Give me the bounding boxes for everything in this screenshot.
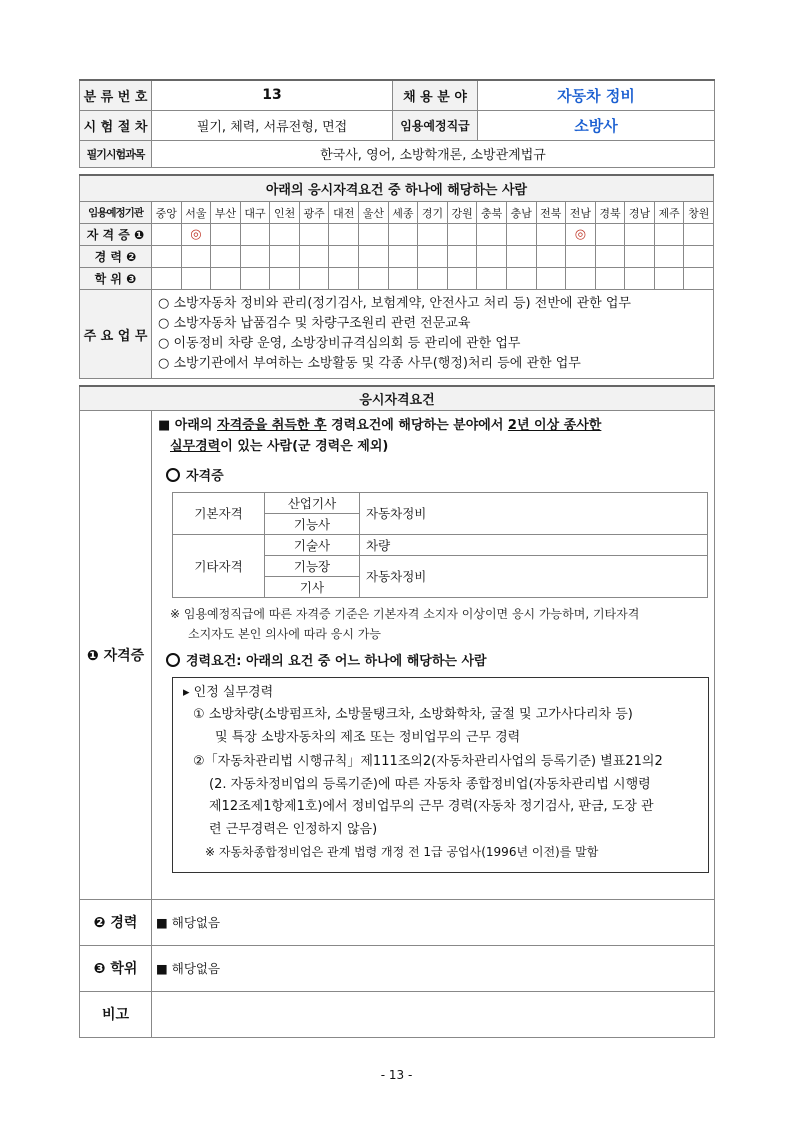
region-header: 대구: [240, 202, 270, 224]
subjects-label: 필기시험과목: [80, 140, 152, 167]
basic-grade: 기능사: [265, 513, 360, 534]
region-table: [79, 174, 714, 380]
career-item-line: (2. 자동차정비업의 등록기준)에 따른 자동차 종합정비업(자동차관리법 시행령: [209, 776, 651, 792]
region-header: 경남: [625, 202, 655, 224]
region-mark: [418, 224, 448, 246]
field-label: 채 용 분 야: [393, 80, 478, 110]
region-mark: [625, 224, 655, 246]
region-mark: [240, 246, 270, 268]
region-mark: [447, 268, 477, 290]
region-mark: [536, 268, 566, 290]
career-box: [172, 677, 709, 873]
region-mark: [299, 268, 329, 290]
duties-label: 주 요 업 무: [80, 290, 152, 379]
region-mark: [240, 224, 270, 246]
region-header: 부산: [211, 202, 241, 224]
duty-item: ○ 이동정비 차량 운영, 소방장비규격심의회 등 관리에 관한 업무: [158, 336, 521, 351]
other-label: 기타자격: [173, 534, 265, 597]
exam-proc-label: 시 험 절 차: [80, 110, 152, 140]
other-grade: 기능장: [265, 555, 360, 576]
intro-bullet: ■ 아래의: [158, 417, 218, 433]
region-mark: [240, 268, 270, 290]
intro-end: 이 있는 사람(군 경력은 제외): [220, 438, 389, 454]
region-mark: [595, 268, 625, 290]
cert-heading-text: 자격증: [186, 468, 224, 484]
region-mark: [270, 268, 300, 290]
other-field: 자동차정비: [360, 555, 708, 597]
region-mark: [329, 268, 359, 290]
cert-note-line: ※ 임용예정직급에 따른 자격증 기준은 기본자격 소지자 이상이면 응시 가능하며, 기타자격: [170, 606, 640, 621]
basic-field: 자동차정비: [360, 492, 708, 534]
basic-grade: 산업기사: [265, 492, 360, 513]
region-mark: ◎: [181, 224, 211, 246]
career-heading-text: 경력요건: 아래의 요건 중 어느 하나에 해당하는 사람: [186, 653, 487, 669]
intro-underline-2: 2년 이상 종사한: [507, 417, 602, 433]
other-grade: 기사: [265, 576, 360, 597]
region-mark: [477, 268, 507, 290]
region-header: 중앙: [152, 202, 182, 224]
career-item-line: ① 소방차량(소방펌프차, 소방물탱크차, 소방화학차, 굴절 및 고가사다리차 등): [193, 707, 633, 722]
circle-icon: [166, 653, 180, 667]
cert-table: [172, 492, 708, 598]
region-mark: [684, 224, 714, 246]
license-intro: [152, 411, 714, 457]
region-mark: [447, 224, 477, 246]
region-mark: [359, 246, 389, 268]
career-item-line: 련 근무경력은 인정하지 않음): [209, 821, 378, 837]
license-content: [152, 410, 715, 899]
region-mark: [595, 224, 625, 246]
region-header: 전북: [536, 202, 566, 224]
region-header: 강원: [447, 202, 477, 224]
career-item-line: 및 특장 소방자동차의 제조 또는 정비업무의 근무 경력: [215, 729, 521, 745]
intro-underline-1: 자격증을 취득한 후: [217, 417, 327, 433]
rank-value: 소방사: [478, 110, 715, 140]
subjects-value: 한국사, 영어, 소방학개론, 소방관계법규: [152, 140, 715, 167]
recruitment-sheet: [79, 79, 714, 1038]
region-header: 창원: [684, 202, 714, 224]
cert-heading: [152, 457, 714, 492]
region-mark: [181, 268, 211, 290]
class-no-value: 13: [152, 80, 393, 110]
region-header: 경북: [595, 202, 625, 224]
region-mark: [299, 224, 329, 246]
career-value: ■ 해당없음: [152, 899, 715, 945]
region-mark: [388, 246, 418, 268]
region-mark: [536, 224, 566, 246]
region-mark: [566, 268, 596, 290]
region-mark: [418, 246, 448, 268]
region-mark: [388, 224, 418, 246]
region-mark: [477, 224, 507, 246]
region-mark: [595, 246, 625, 268]
region-mark: [654, 224, 684, 246]
region-header: 대전: [329, 202, 359, 224]
career-box-note: ※ 자동차종합정비업은 관계 법령 개정 전 1급 공업사(1996년 이전)를 말함: [205, 845, 599, 859]
region-header: 울산: [359, 202, 389, 224]
region-mark: [654, 268, 684, 290]
requirements-table: [79, 385, 715, 1038]
region-mark: [211, 268, 241, 290]
region-mark: [654, 246, 684, 268]
region-header: 전남: [566, 202, 596, 224]
region-mark: [211, 246, 241, 268]
qualification-row-label: 학 위 ❸: [80, 268, 152, 290]
career-item-line: 제12조제1항제1호)에서 정비업무의 근무 경력(자동차 정기검사, 판금, 도장 관: [209, 799, 654, 814]
region-header: 충북: [477, 202, 507, 224]
intro-underline-3: 실무경력: [170, 438, 221, 454]
career-item-line: ②「자동차관리법 시행규칙」제111조의2(자동차관리사업의 등록기준) 별표21의2: [193, 754, 663, 769]
region-header: 광주: [299, 202, 329, 224]
region-mark: [536, 246, 566, 268]
degree-value: ■ 해당없음: [152, 945, 715, 991]
region-mark: [388, 268, 418, 290]
cert-note: [152, 598, 714, 644]
qualification-row-label: 자 격 증 ❶: [80, 224, 152, 246]
duty-item: ○ 소방자동차 정비와 관리(정기검사, 보험계약, 안전사고 처리 등) 전반에 관한 업무: [158, 296, 631, 311]
qualification-row-label: 경 력 ❷: [80, 246, 152, 268]
region-mark: [506, 224, 536, 246]
header-table: [79, 79, 715, 168]
region-header: 인천: [270, 202, 300, 224]
region-mark: [418, 268, 448, 290]
other-field: 차량: [360, 534, 708, 555]
region-mark: [181, 246, 211, 268]
region-header: 충남: [506, 202, 536, 224]
cert-note-line: 소지자도 본인 의사에 따라 응시 가능: [188, 626, 381, 641]
region-mark: [506, 246, 536, 268]
region-header: 제주: [654, 202, 684, 224]
region-mark: [625, 246, 655, 268]
remarks-label: 비고: [80, 991, 152, 1037]
duties-list: [152, 290, 714, 379]
region-mark: [566, 246, 596, 268]
field-value: 자동차 정비: [478, 80, 715, 110]
page-number: - 13 -: [380, 1068, 413, 1082]
region-mark: [270, 224, 300, 246]
career-heading: [152, 644, 714, 677]
region-mark: [684, 246, 714, 268]
basic-label: 기본자격: [173, 492, 265, 534]
region-mark: [625, 268, 655, 290]
duty-item: ○ 소방자동차 납품검수 및 차량구조원리 관련 전문교육: [158, 316, 471, 331]
region-mark: [270, 246, 300, 268]
class-no-label: 분 류 번 호: [80, 80, 152, 110]
region-mark: [299, 246, 329, 268]
region-mark: [684, 268, 714, 290]
region-header: 세종: [388, 202, 418, 224]
career-label: ❷ 경력: [80, 899, 152, 945]
region-mark: [211, 224, 241, 246]
region-mark: [329, 224, 359, 246]
region-mark: [359, 268, 389, 290]
region-header: 서울: [181, 202, 211, 224]
region-mark: [152, 268, 182, 290]
rank-label: 임용예정직급: [393, 110, 478, 140]
remarks-value: [152, 991, 715, 1037]
region-mark: [152, 224, 182, 246]
region-mark: [447, 246, 477, 268]
intro-mid: 경력요건에 해당하는 분야에서: [326, 417, 508, 433]
section2-title: 응시자격요건: [80, 386, 715, 410]
circle-icon: [166, 468, 180, 482]
region-mark: [477, 246, 507, 268]
region-header: 경기: [418, 202, 448, 224]
career-box-title: ▸ 인정 실무경력: [183, 684, 274, 700]
region-mark: [329, 246, 359, 268]
region-mark: ◎: [566, 224, 596, 246]
other-grade: 기술사: [265, 534, 360, 555]
exam-proc-value: 필기, 체력, 서류전형, 면접: [152, 110, 393, 140]
region-mark: [152, 246, 182, 268]
license-label: ❶ 자격증: [80, 410, 152, 899]
duty-item: ○ 소방기관에서 부여하는 소방활동 및 각종 사무(행정)처리 등에 관한 업무: [158, 356, 581, 371]
org-label: 임용예정기관: [80, 202, 152, 224]
degree-label: ❸ 학위: [80, 945, 152, 991]
region-mark: [506, 268, 536, 290]
section1-title: 아래의 응시자격요건 중 하나에 해당하는 사람: [80, 175, 714, 202]
region-mark: [359, 224, 389, 246]
